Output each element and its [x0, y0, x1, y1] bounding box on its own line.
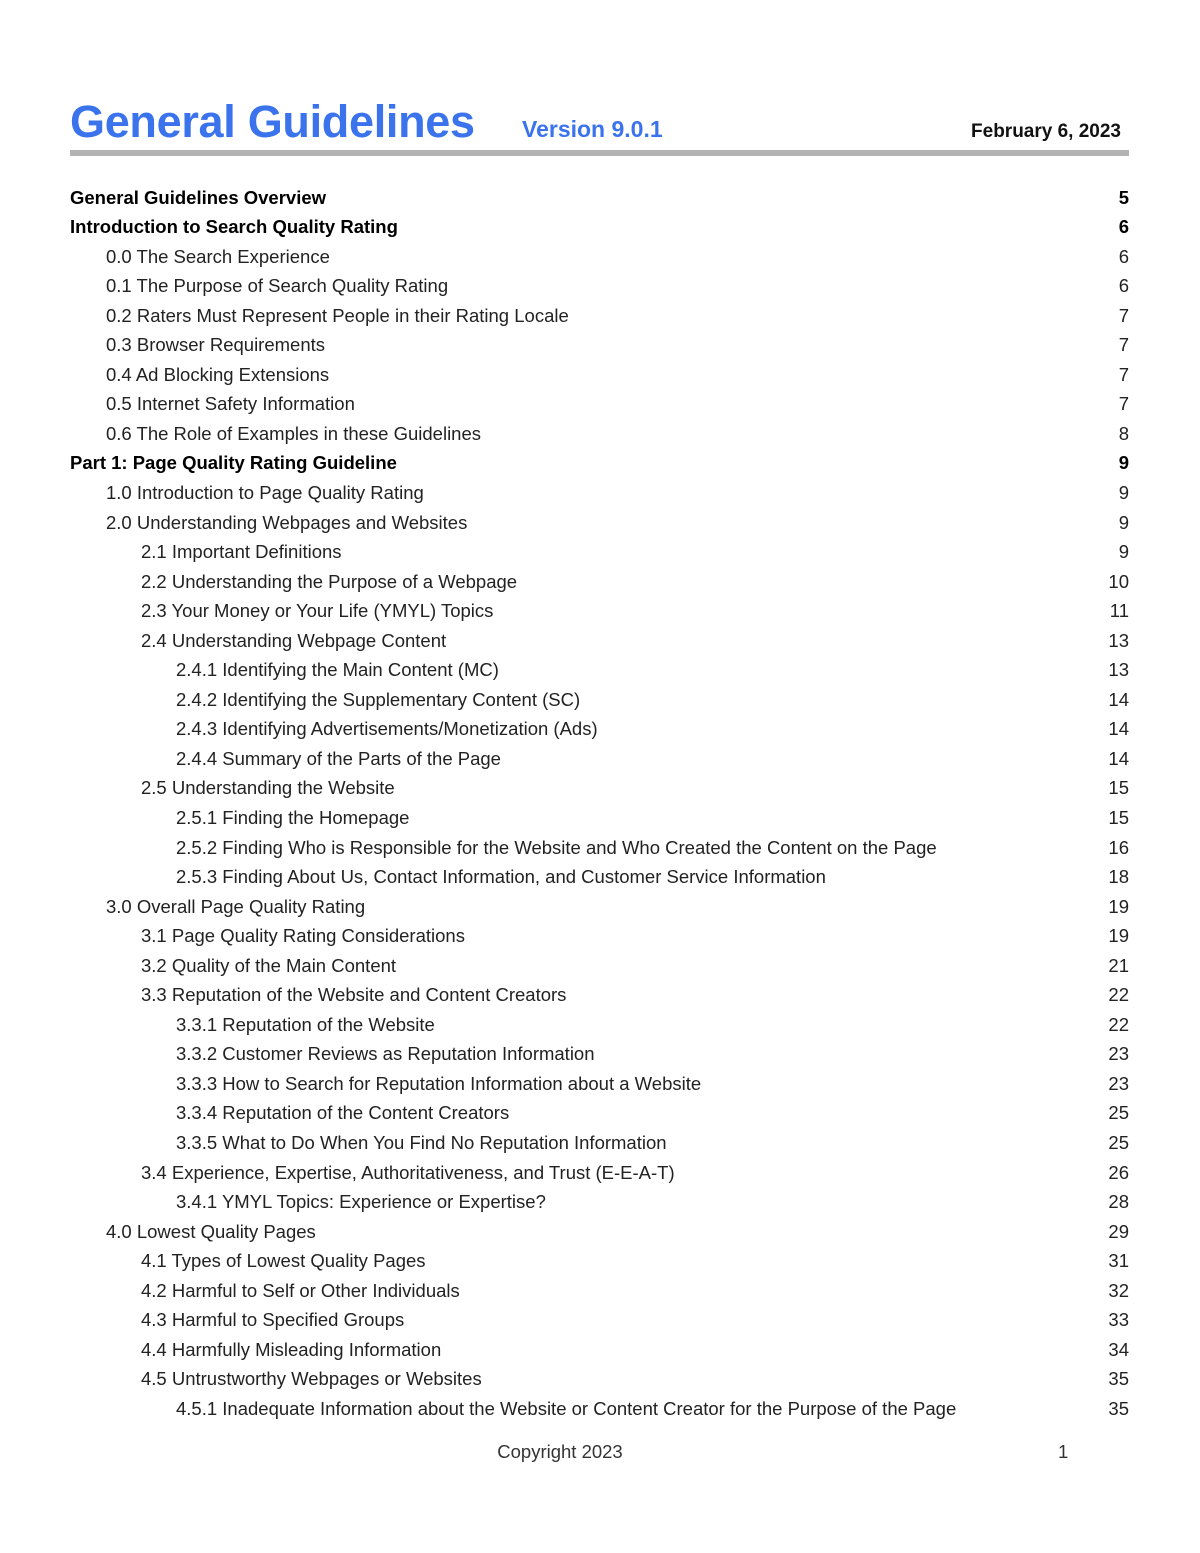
toc-entry[interactable]: [70, 1247, 1129, 1277]
toc-entry[interactable]: [70, 390, 1129, 420]
toc-entry-label: 3.3.5 What to Do When You Find No Reputation Information: [176, 1132, 667, 1154]
toc-entry-page: 6: [1118, 245, 1129, 267]
toc-entry[interactable]: [70, 1394, 1129, 1424]
toc-entry[interactable]: [70, 744, 1129, 774]
toc-entry-page: 26: [1108, 1161, 1129, 1183]
toc-entry-label: 4.3 Harmful to Specified Groups: [141, 1309, 405, 1331]
toc-entry-page: 21: [1108, 954, 1129, 976]
toc-entry[interactable]: [70, 272, 1129, 302]
toc-entry-page: 7: [1118, 304, 1129, 326]
toc-entry-page: 14: [1108, 718, 1129, 740]
toc-entry-page: 34: [1108, 1338, 1129, 1360]
toc-entry-page: 5: [1118, 186, 1129, 208]
toc-entry[interactable]: [70, 1306, 1129, 1336]
toc-entry-label: 4.2 Harmful to Self or Other Individuals: [141, 1279, 460, 1301]
toc-entry-label: 2.0 Understanding Webpages and Websites: [106, 511, 468, 533]
toc-entry-label: 3.4 Experience, Expertise, Authoritativeness, and Trust (E-E-A-T): [141, 1161, 675, 1183]
toc-entry-label: 3.3 Reputation of the Website and Content Creators: [141, 984, 567, 1006]
toc-entry-page: 7: [1118, 363, 1129, 385]
toc-entry-page: 8: [1118, 422, 1129, 444]
toc-entry[interactable]: [70, 360, 1129, 390]
toc-entry[interactable]: [70, 922, 1129, 952]
toc-entry-label: 3.3.3 How to Search for Reputation Information about a Website: [176, 1072, 702, 1094]
toc-entry-label: 2.4.4 Summary of the Parts of the Page: [176, 747, 501, 769]
toc-entry-page: 32: [1108, 1279, 1129, 1301]
toc-entry[interactable]: [70, 1188, 1129, 1218]
toc-entry-label: 2.3 Your Money or Your Life (YMYL) Topics: [141, 600, 494, 622]
toc-entry[interactable]: [70, 892, 1129, 922]
toc-entry-label: 2.1 Important Definitions: [141, 541, 342, 563]
toc-entry-label: General Guidelines Overview: [70, 186, 327, 208]
toc-entry-label: 3.3.2 Customer Reviews as Reputation Information: [176, 1043, 595, 1065]
toc-entry-page: 6: [1118, 216, 1129, 238]
toc-entry[interactable]: [70, 1010, 1129, 1040]
toc-entry-label: 2.5.1 Finding the Homepage: [176, 807, 410, 828]
toc-entry[interactable]: [70, 774, 1129, 804]
toc-entry-page: 13: [1108, 629, 1129, 651]
toc-entry[interactable]: [70, 863, 1129, 893]
toc-entry[interactable]: [70, 1365, 1129, 1395]
toc-entry[interactable]: [70, 419, 1129, 449]
toc-entry-label: 4.5.1 Inadequate Information about the Website or Content Creator for the Purpose of the Page: [176, 1397, 957, 1419]
toc-entry[interactable]: [70, 981, 1129, 1011]
toc-entry[interactable]: [70, 803, 1129, 833]
toc-entry-page: 18: [1108, 866, 1129, 888]
toc-entry-page: 15: [1108, 807, 1129, 828]
toc-entry-label: 0.5 Internet Safety Information: [106, 393, 355, 415]
document-date: February 6, 2023: [971, 121, 1121, 142]
toc-entry-label: Part 1: Page Quality Rating Guideline: [70, 452, 397, 474]
toc-entry[interactable]: [70, 242, 1129, 272]
toc-entry[interactable]: [70, 597, 1129, 627]
toc-entry-page: 22: [1108, 984, 1129, 1006]
toc-entry[interactable]: [70, 1040, 1129, 1070]
toc-entry[interactable]: [70, 331, 1129, 361]
toc-entry-page: 19: [1108, 895, 1129, 917]
toc-entry-label: 3.3.1 Reputation of the Website: [176, 1013, 435, 1035]
toc-entry[interactable]: [70, 508, 1129, 538]
header-divider: [70, 150, 1129, 156]
toc-entry-label: 0.0 The Search Experience: [106, 245, 330, 267]
toc-entry-page: 7: [1118, 393, 1129, 415]
toc-entry-label: 2.5 Understanding the Website: [141, 777, 395, 799]
toc-entry-label: 2.4.1 Identifying the Main Content (MC): [176, 659, 499, 681]
toc-entry-label: 4.1 Types of Lowest Quality Pages: [141, 1250, 426, 1272]
toc-entry-label: 0.2 Raters Must Represent People in their Rating Locale: [106, 304, 569, 326]
toc-entry-page: 7: [1118, 334, 1129, 356]
toc-entry[interactable]: [70, 301, 1129, 331]
document-title: General Guidelines: [70, 96, 475, 147]
toc-entry-page: 25: [1108, 1132, 1129, 1154]
toc-entry-page: 9: [1118, 541, 1129, 563]
toc-entry-page: 15: [1108, 777, 1129, 799]
toc-entry-label: 3.1 Page Quality Rating Considerations: [141, 925, 465, 947]
toc-entry-label: 4.5 Untrustworthy Webpages or Websites: [141, 1368, 482, 1390]
toc-entry-page: 31: [1108, 1250, 1129, 1272]
toc-entry-page: 6: [1118, 275, 1129, 297]
toc-entry-page: 19: [1108, 925, 1129, 947]
toc-entry-label: 2.4.3 Identifying Advertisements/Monetization (Ads): [176, 718, 598, 740]
toc-entry[interactable]: [70, 626, 1129, 656]
toc-entry-label: 1.0 Introduction to Page Quality Rating: [106, 481, 424, 503]
toc-entry[interactable]: [70, 213, 1129, 243]
footer-page-number: 1: [1058, 1441, 1069, 1462]
toc-entry[interactable]: [70, 1069, 1129, 1099]
toc-entry-label: 2.4.2 Identifying the Supplementary Content (SC): [176, 688, 581, 710]
toc-entry-label: 3.4.1 YMYL Topics: Experience or Expertise?: [176, 1191, 546, 1213]
toc-entry-label: 0.6 The Role of Examples in these Guidelines: [106, 422, 482, 444]
toc-entry-page: 14: [1108, 747, 1129, 769]
document-version: Version 9.0.1: [522, 116, 663, 142]
toc-entry-page: 35: [1108, 1397, 1129, 1419]
toc-entry[interactable]: [70, 1335, 1129, 1365]
toc-entry[interactable]: [70, 656, 1129, 686]
toc-entry[interactable]: [70, 1129, 1129, 1159]
toc-entry-page: 23: [1108, 1043, 1129, 1065]
toc-entry-page: 33: [1108, 1309, 1129, 1331]
toc-entry[interactable]: [70, 1217, 1129, 1247]
toc-entry-page: 11: [1109, 600, 1129, 622]
toc-entry-label: 2.5.2 Finding Who is Responsible for the Website and Who Created the Content on the Page: [176, 836, 937, 858]
toc-entry-label: 0.1 The Purpose of Search Quality Rating: [106, 275, 449, 297]
toc-entry-page: 9: [1118, 452, 1129, 474]
toc-entry-label: 4.4 Harmfully Misleading Information: [141, 1338, 442, 1360]
toc-entry-label: 2.5.3 Finding About Us, Contact Information, and Customer Service Information: [176, 866, 826, 888]
toc-entry[interactable]: [70, 1099, 1129, 1129]
toc-entry-page: 23: [1108, 1072, 1129, 1094]
toc-entry-label: 2.4 Understanding Webpage Content: [141, 629, 447, 651]
toc-entry-label: 2.2 Understanding the Purpose of a Webpage: [141, 570, 518, 592]
toc-entry-page: 10: [1108, 570, 1129, 592]
toc-entry[interactable]: [70, 1276, 1129, 1306]
toc-entry-label: 3.2 Quality of the Main Content: [141, 954, 397, 976]
toc-entry-page: 29: [1108, 1220, 1129, 1242]
toc-entry[interactable]: [70, 478, 1129, 508]
toc-entry-label: 0.3 Browser Requirements: [106, 334, 326, 356]
document-header: [70, 98, 1129, 154]
toc-entry-label: Introduction to Search Quality Rating: [70, 216, 398, 238]
table-of-contents: [70, 183, 1129, 1424]
toc-entry-page: 9: [1118, 511, 1129, 533]
toc-entry-page: 9: [1118, 481, 1129, 503]
toc-entry[interactable]: [70, 715, 1129, 745]
toc-entry-label: 0.4 Ad Blocking Extensions: [106, 363, 330, 385]
toc-entry-label: 4.0 Lowest Quality Pages: [106, 1220, 316, 1242]
toc-entry[interactable]: [70, 833, 1129, 863]
toc-entry-page: 14: [1108, 688, 1129, 710]
toc-entry[interactable]: [70, 685, 1129, 715]
toc-entry-page: 25: [1108, 1102, 1129, 1124]
footer-copyright: Copyright 2023: [497, 1441, 623, 1462]
toc-entry[interactable]: [70, 183, 1129, 213]
toc-entry[interactable]: [70, 449, 1129, 479]
toc-entry-page: 28: [1108, 1191, 1129, 1213]
toc-entry-label: 3.3.4 Reputation of the Content Creators: [176, 1102, 510, 1124]
toc-entry-page: 16: [1108, 836, 1129, 858]
toc-entry[interactable]: [70, 1158, 1129, 1188]
toc-entry-page: 22: [1108, 1013, 1129, 1035]
toc-entry[interactable]: [70, 567, 1129, 597]
toc-entry-page: 13: [1108, 659, 1129, 681]
toc-entry-label: 3.0 Overall Page Quality Rating: [106, 895, 366, 917]
toc-entry[interactable]: [70, 951, 1129, 981]
toc-entry[interactable]: [70, 538, 1129, 568]
toc-entry-page: 35: [1108, 1368, 1129, 1390]
